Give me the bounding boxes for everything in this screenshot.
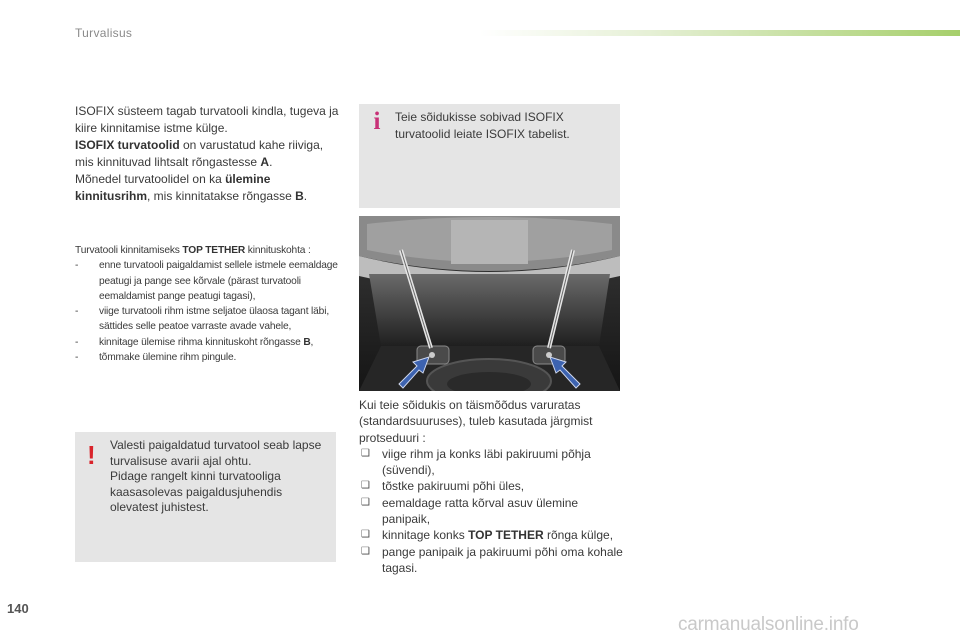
tether-steps (75, 258, 340, 365)
tether-step: - tõmmake ülemine rihm pingule. (75, 350, 340, 365)
warning-line: Pidage rangelt kinni turvatooliga kaasasolevas paigaldusjuhendis olevatest juhistest. (110, 469, 283, 515)
warning-icon: ! (87, 440, 96, 470)
checkbox-bullet-icon: ❑ (361, 447, 370, 459)
warning-line: Valesti paigaldatud turvatool seab lapse turvalisuse avarii ajal ohtu. (110, 438, 322, 468)
top-tether-instructions (75, 243, 340, 365)
header-accent-bar (480, 30, 960, 36)
tether-step: - enne turvatooli paigaldamist sellele istmele eemaldage peatugi ja pange see kõrvale (pärast turvatooli eemaldamist pange peatugi tagasi), (75, 258, 340, 304)
checkbox-bullet-icon: ❑ (361, 480, 370, 492)
trunk-step: ❑ eemaldage ratta kõrval asuv ülemine panipaik, (361, 495, 579, 527)
trunk-photo (359, 216, 620, 391)
checkbox-bullet-icon: ❑ (361, 529, 370, 541)
trunk-step: ❑ tõstke pakiruumi põhi üles, (361, 479, 525, 494)
info-icon: i (373, 108, 381, 135)
trunk-illustration (359, 216, 620, 391)
intro-paragraph: ISOFIX süsteem tagab turvatooli kindla, tugeva ja kiire kinnitamise istme külge. (75, 104, 339, 135)
warning-box (75, 432, 336, 562)
intro-text (75, 103, 340, 205)
checkbox-bullet-icon: ❑ (361, 545, 370, 557)
warning-text (110, 438, 332, 516)
tether-intro: Turvatooli kinnitamiseks TOP TETHER kinnituskohta : (75, 245, 311, 256)
checkbox-bullet-icon: ❑ (361, 496, 370, 508)
info-text: Teie sõidukisse sobivad ISOFIX turvatoolid leiate ISOFIX tabelist. (395, 110, 570, 141)
section-title: Turvalisus (75, 26, 133, 40)
trunk-instructions (359, 397, 627, 576)
isofix-paragraph: ISOFIX turvatoolid on varustatud kahe riiviga, mis kinnituvad lihtsalt rõngastesse A. (75, 138, 324, 169)
trunk-step: ❑ viige rihm ja konks läbi pakiruumi põhja (süvendi), (361, 446, 591, 478)
top-strap-paragraph: Mõnedel turvatoolidel on ka ülemine kinnitusrihm, mis kinnitatakse rõngasse B. (75, 172, 308, 203)
info-box (359, 104, 620, 208)
page-number: 140 (7, 601, 29, 616)
trunk-step: ❑ kinnitage konks TOP TETHER rõnga külge, (361, 528, 614, 543)
footer-watermark-url[interactable]: carmanualsonline.info (678, 614, 859, 635)
tether-step: - viige turvatooli rihm istme seljatoe ülaosa tagant läbi, sättides selle peatoe varraste avade vahele, (75, 304, 340, 335)
tether-step: - kinnitage ülemise rihma kinnituskoht rõngasse B, (75, 335, 340, 350)
trunk-step: ❑ pange panipaik ja pakiruumi põhi oma kohale tagasi. (361, 544, 623, 575)
trunk-intro: Kui teie sõidukis on täismõõdus varuratas (standardsuuruses), tuleb kasutada järgmist protseduuri : (359, 398, 593, 445)
trunk-steps (359, 446, 627, 576)
